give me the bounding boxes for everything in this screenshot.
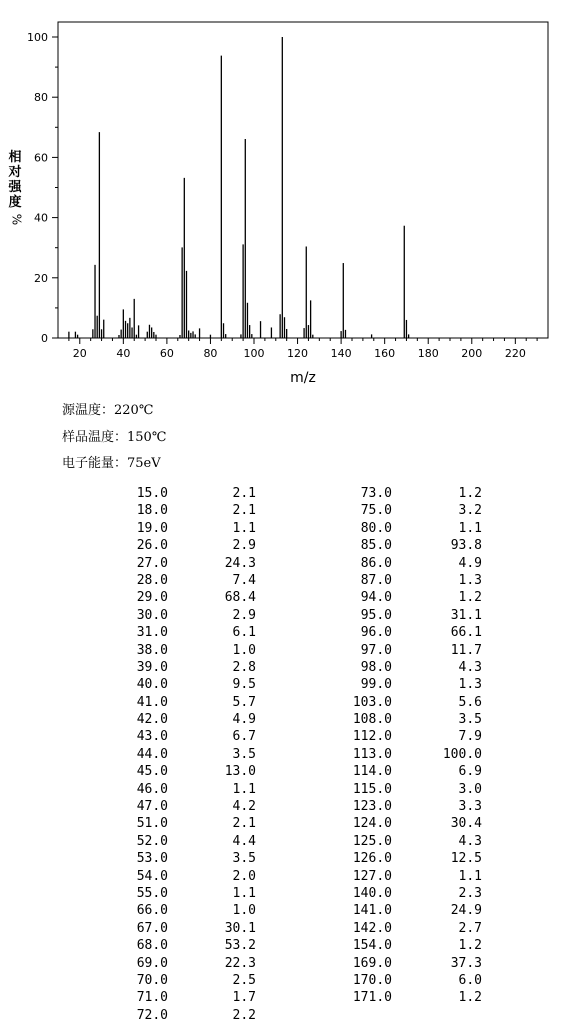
peak-abundance: 6.7 (232, 729, 256, 745)
peak-row (116, 485, 256, 502)
peak-abundance: 4.9 (458, 555, 482, 571)
peak-row (340, 728, 482, 745)
peak-abundance: 3.0 (458, 781, 482, 797)
peak-mz: 113.0 (352, 746, 392, 762)
peak-row (116, 537, 256, 554)
sample-temperature: 样品温度：150℃ (62, 430, 167, 445)
peak-abundance: 3.5 (232, 746, 256, 762)
peak-mz: 124.0 (352, 816, 392, 832)
peak-abundance: 1.2 (458, 990, 482, 1006)
peak-abundance: 9.5 (232, 677, 256, 693)
peak-row (116, 850, 256, 867)
peak-abundance: 4.2 (232, 799, 256, 815)
peak-abundance: 1.3 (458, 677, 482, 693)
peak-row (340, 711, 482, 728)
x-tick-label: 220 (504, 347, 526, 360)
peak-abundance: 2.8 (232, 659, 256, 675)
peak-mz: 55.0 (136, 885, 168, 901)
peak-mz: 19.0 (136, 520, 168, 536)
peak-mz: 87.0 (360, 572, 392, 588)
peak-mz: 103.0 (352, 694, 392, 710)
peak-abundance: 5.7 (232, 694, 256, 710)
peak-mz: 123.0 (352, 799, 392, 815)
peak-mz: 114.0 (352, 764, 392, 780)
peak-row (116, 694, 256, 711)
peak-mz: 54.0 (136, 868, 168, 884)
peak-mz: 70.0 (136, 972, 168, 988)
source-temperature: 源温度：220℃ (62, 403, 154, 418)
peak-mz: 125.0 (352, 833, 392, 849)
peak-abundance: 2.1 (232, 816, 256, 832)
peak-row (340, 659, 482, 676)
peak-row (116, 902, 256, 919)
peak-abundance: 2.0 (232, 868, 256, 884)
peak-row (116, 989, 256, 1006)
peak-row (340, 589, 482, 606)
peak-abundance: 1.1 (232, 520, 256, 536)
peak-mz: 26.0 (136, 538, 168, 554)
peak-mz: 66.0 (136, 903, 168, 919)
peak-abundance: 6.1 (232, 625, 256, 641)
peak-abundance: 2.3 (458, 885, 482, 901)
peak-row (116, 868, 256, 885)
x-tick-label: 20 (72, 347, 87, 360)
peak-row (116, 728, 256, 745)
y-tick-label: 80 (34, 91, 48, 105)
peak-mz: 41.0 (136, 694, 168, 710)
y-axis-label-text: 相对强度 (8, 150, 22, 210)
peak-row (340, 485, 482, 502)
peak-mz: 169.0 (352, 955, 392, 971)
peak-abundance: 5.6 (458, 694, 482, 710)
peak-abundance: 53.2 (224, 938, 256, 954)
peak-abundance: 68.4 (224, 590, 256, 606)
peak-abundance: 2.9 (232, 607, 256, 623)
peak-row (340, 989, 482, 1006)
peak-abundance: 100.0 (442, 746, 482, 762)
peak-row (340, 502, 482, 519)
x-tick-label: 180 (417, 347, 439, 360)
peak-row (116, 555, 256, 572)
y-tick-label: 20 (34, 271, 48, 285)
peak-row (340, 555, 482, 572)
peak-mz: 47.0 (136, 799, 168, 815)
peak-mz: 98.0 (360, 659, 392, 675)
peak-abundance: 4.9 (232, 712, 256, 728)
peak-row (116, 711, 256, 728)
peak-row (340, 798, 482, 815)
peak-mz: 171.0 (352, 990, 392, 1006)
peak-row (116, 624, 256, 641)
peak-abundance: 1.7 (232, 990, 256, 1006)
peak-mz: 108.0 (352, 712, 392, 728)
peak-mz: 75.0 (360, 503, 392, 519)
peak-abundance: 4.4 (232, 833, 256, 849)
peak-abundance: 1.1 (458, 520, 482, 536)
peak-abundance: 93.8 (450, 538, 482, 554)
peak-abundance: 13.0 (224, 764, 256, 780)
peak-abundance: 30.1 (224, 920, 256, 936)
y-tick-label: 100 (27, 31, 48, 44)
peak-row (116, 885, 256, 902)
peak-row (340, 781, 482, 798)
peak-mz: 170.0 (352, 972, 392, 988)
peak-abundance: 37.3 (450, 955, 482, 971)
peak-row (116, 746, 256, 763)
y-tick-label: 0 (41, 332, 48, 345)
peak-mz: 85.0 (360, 538, 392, 554)
peak-mz: 95.0 (360, 607, 392, 623)
y-tick-label: 40 (34, 211, 48, 225)
peak-abundance: 1.2 (458, 486, 482, 501)
peak-abundance: 22.3 (224, 955, 256, 971)
peak-mz: 29.0 (136, 590, 168, 606)
peak-abundance: 11.7 (450, 642, 482, 658)
peak-abundance: 1.1 (232, 781, 256, 797)
peak-mz: 45.0 (136, 764, 168, 780)
plot-frame (58, 22, 548, 338)
peak-row (340, 520, 482, 537)
peak-row (340, 937, 482, 954)
peak-mz: 68.0 (136, 938, 168, 954)
peak-mz: 72.0 (136, 1007, 168, 1023)
peak-row (340, 763, 482, 780)
x-tick-label: 60 (159, 347, 174, 360)
peak-mz: 142.0 (352, 920, 392, 936)
peak-abundance: 4.3 (458, 659, 482, 675)
peak-abundance: 1.0 (232, 903, 256, 919)
peak-row (340, 815, 482, 832)
peak-mz: 140.0 (352, 885, 392, 901)
peak-mz: 43.0 (136, 729, 168, 745)
peak-row (340, 868, 482, 885)
peak-row (340, 955, 482, 972)
x-tick-label: 120 (287, 347, 309, 360)
peak-abundance: 3.2 (458, 503, 482, 519)
peak-row (340, 572, 482, 589)
peak-mz: 73.0 (360, 486, 392, 501)
peak-row (340, 676, 482, 693)
peak-row (340, 607, 482, 624)
peak-row (116, 607, 256, 624)
peak-abundance: 24.3 (224, 555, 256, 571)
peak-mz: 42.0 (136, 712, 168, 728)
peak-row (116, 763, 256, 780)
peak-abundance: 2.7 (458, 920, 482, 936)
peak-row (116, 589, 256, 606)
peak-row (340, 833, 482, 850)
peak-mz: 51.0 (136, 816, 168, 832)
peak-row (116, 798, 256, 815)
peak-mz: 141.0 (352, 903, 392, 919)
peak-mz: 40.0 (136, 677, 168, 693)
y-axis-label (8, 150, 24, 227)
x-tick-label: 140 (330, 347, 352, 360)
mass-spectrum-chart (0, 0, 570, 395)
peak-mz: 28.0 (136, 572, 168, 588)
peak-row (340, 694, 482, 711)
peak-mz: 112.0 (352, 729, 392, 745)
x-tick-label: 40 (116, 347, 131, 360)
peak-mz: 67.0 (136, 920, 168, 936)
peak-table-left (116, 485, 256, 1024)
peak-mz: 96.0 (360, 625, 392, 641)
peak-abundance: 3.5 (458, 712, 482, 728)
peak-abundance: 2.9 (232, 538, 256, 554)
peak-mz: 18.0 (136, 503, 168, 519)
x-tick-label: 200 (461, 347, 483, 360)
x-axis-label: m/z (290, 370, 316, 386)
peak-mz: 53.0 (136, 851, 168, 867)
peak-abundance: 6.9 (458, 764, 482, 780)
peak-row (116, 833, 256, 850)
peak-abundance: 3.5 (232, 851, 256, 867)
peak-row (116, 676, 256, 693)
peak-row (340, 902, 482, 919)
peak-abundance: 24.9 (450, 903, 482, 919)
peak-mz: 31.0 (136, 625, 168, 641)
peak-row (116, 815, 256, 832)
peak-mz: 71.0 (136, 990, 168, 1006)
peak-row (116, 642, 256, 659)
peak-row (340, 642, 482, 659)
peak-abundance: 1.3 (458, 572, 482, 588)
peak-abundance: 7.4 (232, 572, 256, 588)
peak-mz: 52.0 (136, 833, 168, 849)
peak-abundance: 1.1 (232, 885, 256, 901)
peak-mz: 80.0 (360, 520, 392, 536)
peak-abundance: 31.1 (450, 607, 482, 623)
peak-mz: 15.0 (136, 486, 168, 501)
peak-row (116, 659, 256, 676)
peak-abundance: 2.5 (232, 972, 256, 988)
x-tick-label: 100 (243, 347, 265, 360)
peak-abundance: 2.1 (232, 486, 256, 501)
peak-mz: 115.0 (352, 781, 392, 797)
y-tick-label: 60 (34, 151, 48, 165)
peak-mz: 126.0 (352, 851, 392, 867)
peak-table-right (340, 485, 482, 1007)
peak-row (116, 920, 256, 937)
peak-row (340, 746, 482, 763)
peak-mz: 46.0 (136, 781, 168, 797)
peak-mz: 39.0 (136, 659, 168, 675)
peak-row (116, 781, 256, 798)
peak-abundance: 1.1 (458, 868, 482, 884)
peak-row (116, 520, 256, 537)
peak-row (116, 937, 256, 954)
peak-mz: 69.0 (136, 955, 168, 971)
peak-abundance: 4.3 (458, 833, 482, 849)
peak-mz: 97.0 (360, 642, 392, 658)
peak-abundance: 1.2 (458, 590, 482, 606)
peak-row (340, 537, 482, 554)
peak-row (340, 885, 482, 902)
peak-row (340, 972, 482, 989)
peak-row (340, 624, 482, 641)
peak-mz: 30.0 (136, 607, 168, 623)
peak-abundance: 3.3 (458, 799, 482, 815)
peak-abundance: 2.1 (232, 503, 256, 519)
peak-mz: 127.0 (352, 868, 392, 884)
peak-abundance: 66.1 (450, 625, 482, 641)
peak-mz: 44.0 (136, 746, 168, 762)
peak-row (116, 955, 256, 972)
peak-mz: 99.0 (360, 677, 392, 693)
x-tick-label: 80 (203, 347, 218, 360)
peak-mz: 86.0 (360, 555, 392, 571)
peak-row (116, 572, 256, 589)
peak-row (116, 1007, 256, 1024)
peak-row (340, 920, 482, 937)
y-axis-unit: % (9, 213, 24, 226)
peak-mz: 94.0 (360, 590, 392, 606)
peak-mz: 154.0 (352, 938, 392, 954)
peak-abundance: 6.0 (458, 972, 482, 988)
peak-abundance: 1.2 (458, 938, 482, 954)
peak-abundance: 2.2 (232, 1007, 256, 1023)
peak-row (116, 502, 256, 519)
electron-energy: 电子能量：75eV (62, 456, 161, 471)
peak-abundance: 7.9 (458, 729, 482, 745)
peak-row (340, 850, 482, 867)
peak-abundance: 1.0 (232, 642, 256, 658)
x-tick-label: 160 (374, 347, 396, 360)
peak-mz: 27.0 (136, 555, 168, 571)
peak-abundance: 30.4 (450, 816, 482, 832)
peak-row (116, 972, 256, 989)
peak-mz: 38.0 (136, 642, 168, 658)
peak-abundance: 12.5 (450, 851, 482, 867)
